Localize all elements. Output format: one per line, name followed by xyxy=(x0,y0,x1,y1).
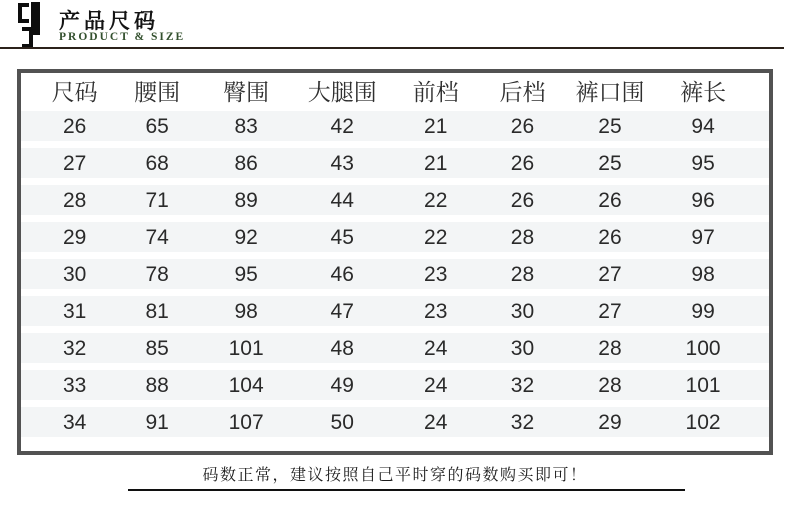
header-divider xyxy=(0,47,784,49)
table-row xyxy=(21,333,769,363)
table-cell: 32 xyxy=(62,336,87,360)
table-cell: 26 xyxy=(62,114,87,138)
table-cell: 26 xyxy=(510,151,535,175)
table-cell: 50 xyxy=(330,410,354,434)
table-cell: 83 xyxy=(234,114,258,138)
table-cell: 28 xyxy=(598,373,622,397)
table-cell: 45 xyxy=(330,225,354,249)
table-cell: 28 xyxy=(62,188,87,212)
table-cell: 21 xyxy=(424,151,448,175)
table-cell: 25 xyxy=(598,151,622,175)
table-cell: 23 xyxy=(424,262,448,286)
table-cell: 95 xyxy=(234,262,258,286)
column-header: 后档 xyxy=(499,78,546,105)
table-cell: 22 xyxy=(424,188,448,212)
table-cell: 33 xyxy=(62,373,87,397)
table-cell: 26 xyxy=(510,188,535,212)
table-cell: 91 xyxy=(145,410,169,434)
table-row xyxy=(21,259,769,289)
table-cell: 22 xyxy=(424,225,448,249)
table-cell: 21 xyxy=(424,114,448,138)
table-cell: 81 xyxy=(145,299,169,323)
table-row xyxy=(21,407,769,437)
table-row xyxy=(21,148,769,178)
column-header: 前档 xyxy=(412,78,459,105)
table-row xyxy=(21,370,769,400)
table-cell: 26 xyxy=(598,188,622,212)
table-cell: 94 xyxy=(691,114,715,138)
table-row xyxy=(21,296,769,326)
table-cell: 30 xyxy=(510,299,535,323)
column-header: 腰围 xyxy=(134,78,181,105)
table-cell: 104 xyxy=(228,373,264,397)
table-cell: 71 xyxy=(145,188,169,212)
table-cell: 42 xyxy=(330,114,354,138)
column-header: 臀围 xyxy=(223,78,270,105)
table-cell: 28 xyxy=(510,225,535,249)
table-cell: 107 xyxy=(228,410,264,434)
table-row xyxy=(21,111,769,141)
table-cell: 34 xyxy=(62,410,87,434)
table-cell: 92 xyxy=(234,225,258,249)
table-cell: 31 xyxy=(62,299,87,323)
table-cell: 97 xyxy=(691,225,715,249)
logo-bracket-top-icon xyxy=(18,3,29,23)
table-cell: 85 xyxy=(145,336,169,360)
size-table xyxy=(17,69,773,455)
column-header: 大腿围 xyxy=(307,78,377,105)
table-cell: 28 xyxy=(598,336,622,360)
table-row xyxy=(21,185,769,215)
table-cell: 100 xyxy=(685,336,721,360)
logo-bracket-bottom-icon xyxy=(22,27,33,48)
table-row xyxy=(21,222,769,252)
table-cell: 74 xyxy=(145,225,169,249)
footer-divider xyxy=(128,489,685,491)
table-header-row xyxy=(21,73,769,111)
table-cell: 29 xyxy=(598,410,622,434)
footer-note: 码数正常，建议按照自己平时穿的码数购买即可！ xyxy=(202,467,588,484)
page-title: 产品尺码 xyxy=(59,10,159,33)
table-cell: 101 xyxy=(685,373,721,397)
table-cell: 78 xyxy=(145,262,169,286)
table-cell: 26 xyxy=(510,114,535,138)
table-cell: 44 xyxy=(330,188,354,212)
table-cell: 29 xyxy=(62,225,87,249)
table-cell: 27 xyxy=(598,262,622,286)
column-header: 裤口围 xyxy=(575,78,645,105)
table-cell: 47 xyxy=(330,299,354,323)
table-cell: 99 xyxy=(691,299,715,323)
table-cell: 24 xyxy=(424,410,448,434)
table-cell: 27 xyxy=(598,299,622,323)
table-cell: 28 xyxy=(510,262,535,286)
table-cell: 32 xyxy=(510,373,535,397)
table-cell: 96 xyxy=(691,188,715,212)
table-cell: 24 xyxy=(424,336,448,360)
table-cell: 48 xyxy=(330,336,354,360)
table-cell: 23 xyxy=(424,299,448,323)
table-cell: 88 xyxy=(145,373,169,397)
table-cell: 30 xyxy=(510,336,535,360)
table-cell: 101 xyxy=(228,336,264,360)
table-cell: 49 xyxy=(330,373,354,397)
table-cell: 89 xyxy=(234,188,258,212)
table-cell: 65 xyxy=(145,114,169,138)
table-cell: 25 xyxy=(598,114,622,138)
table-cell: 26 xyxy=(598,225,622,249)
table-cell: 46 xyxy=(330,262,354,286)
page-subtitle: PRODUCT & SIZE xyxy=(59,31,186,43)
table-cell: 86 xyxy=(234,151,258,175)
table-cell: 102 xyxy=(685,410,721,434)
table-cell: 24 xyxy=(424,373,448,397)
table-cell: 27 xyxy=(62,151,87,175)
column-header: 裤长 xyxy=(680,78,727,105)
table-body xyxy=(21,111,769,437)
table-cell: 32 xyxy=(510,410,535,434)
column-header: 尺码 xyxy=(51,78,98,105)
table-cell: 68 xyxy=(145,151,169,175)
table-cell: 43 xyxy=(330,151,354,175)
table-cell: 98 xyxy=(691,262,715,286)
table-cell: 30 xyxy=(62,262,87,286)
table-cell: 95 xyxy=(691,151,715,175)
table-cell: 98 xyxy=(234,299,258,323)
